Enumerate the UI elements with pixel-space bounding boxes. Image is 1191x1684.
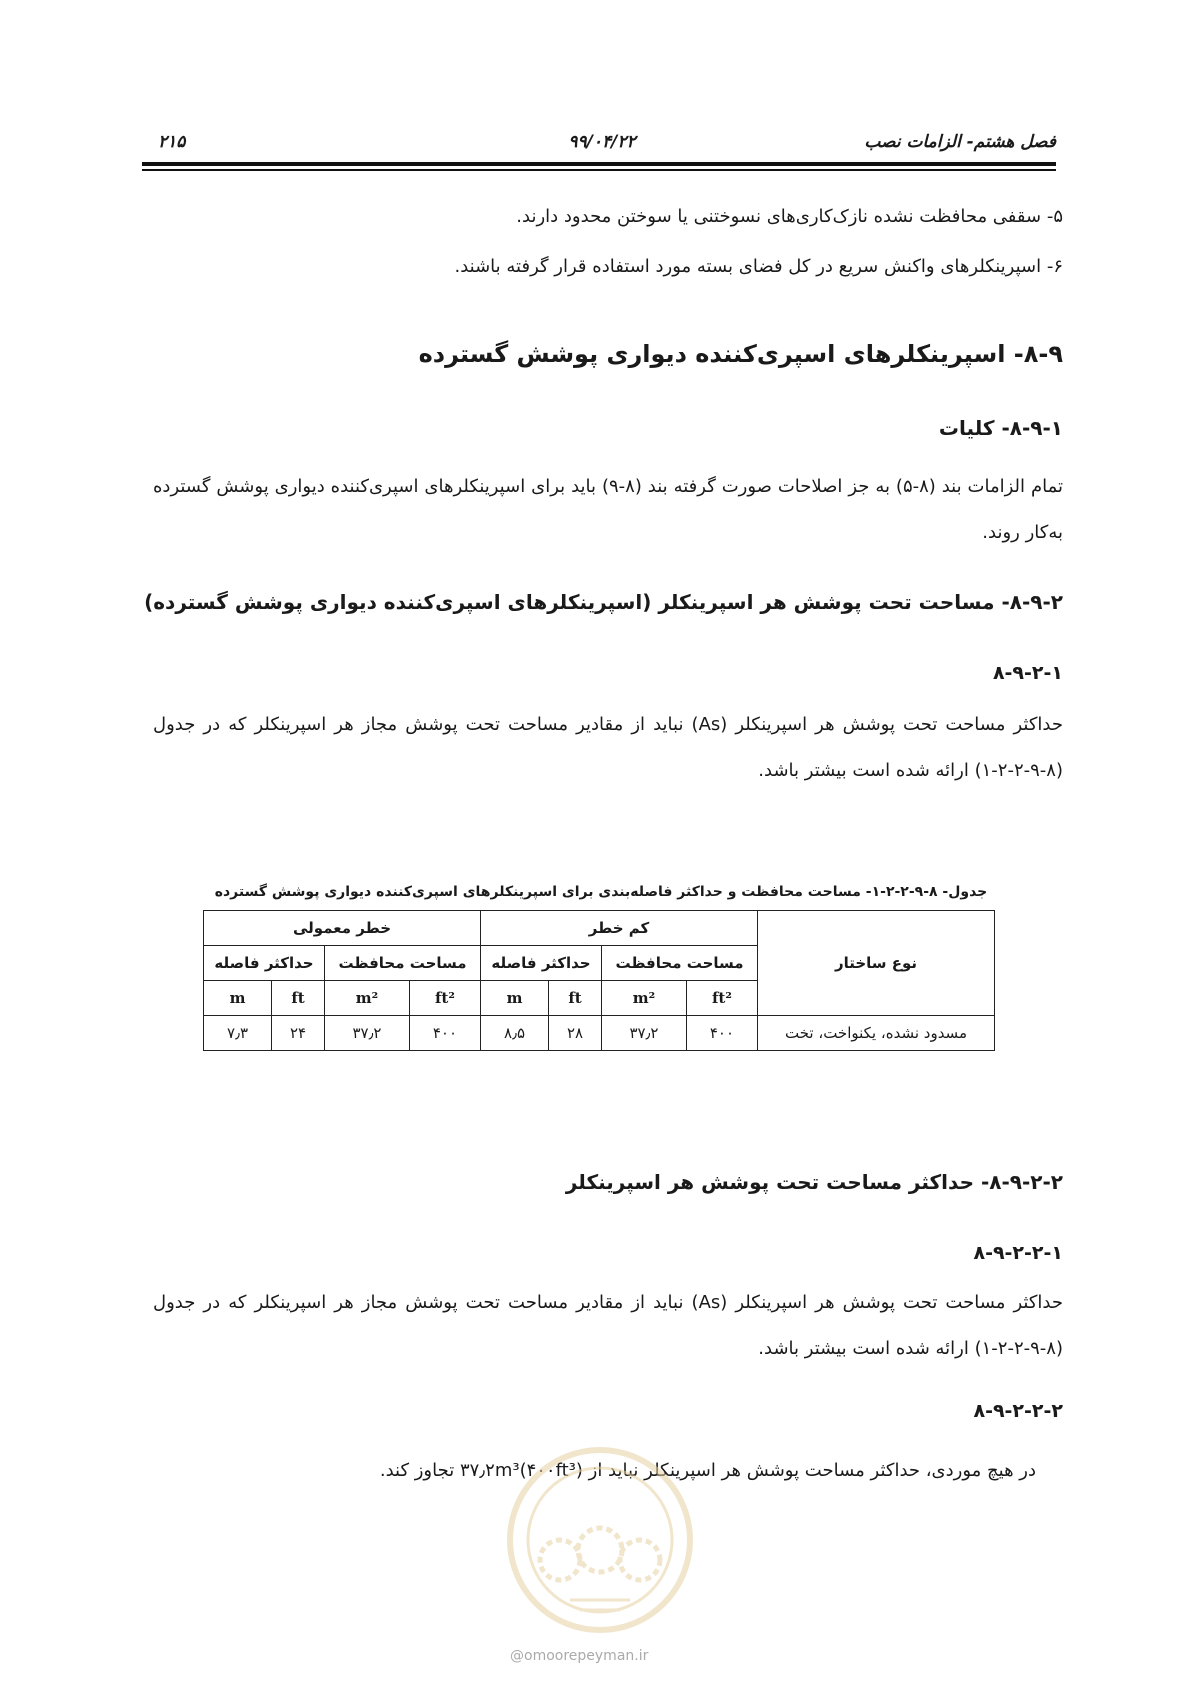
cell-ordinary-ft: ۲۴ [272, 1016, 325, 1051]
header-light-hazard: کم خطر [481, 911, 758, 946]
cell-light-m: ۸٫۵ [481, 1016, 549, 1051]
table-caption: جدول- ۸-۹-۲-۲-۱- مساحت محافظت و حداکثر فاصله‌بندی برای اسپرینکلرهای اسپری‌کننده دیواری پوشش گسترده [214, 884, 988, 900]
header-rule-thin [142, 169, 1056, 171]
cell-ordinary-m: ۷٫۳ [204, 1016, 272, 1051]
header-ordinary-hazard: خطر معمولی [204, 911, 481, 946]
cell-structure: مسدود نشده، یکنواخت، تخت [758, 1016, 995, 1051]
clause-number: ۸-۹-۲-۱ [992, 662, 1063, 684]
unit-ft2: ft² [409, 981, 480, 1016]
unit-m: m [481, 981, 549, 1016]
list-item: ۵- سقفی محافظت نشده نازک‌کاری‌های نسوختنی یا سوختن محدود دارند. [516, 206, 1063, 227]
header-max-spacing: حداکثر فاصله [204, 946, 325, 981]
watermark-seal-icon [500, 1440, 700, 1640]
clause-number: ۸-۹-۲-۲-۱ [973, 1242, 1063, 1264]
cell-light-ft2: ۴۰۰ [686, 1016, 757, 1051]
paragraph: حداکثر مساحت تحت پوشش هر اسپرینکلر (As) نباید از مقادیر مساحت تحت پوشش مجاز هر اسپرینکلر که در جدول (۸-۹-۲-۲-۱) ارائه شده است بیشتر باشد. [153, 1292, 1063, 1359]
unit-m2: m² [602, 981, 687, 1016]
coverage-table [203, 910, 995, 1051]
header-max-spacing: حداکثر فاصله [481, 946, 602, 981]
cell-light-m2: ۳۷٫۲ [602, 1016, 687, 1051]
header-protection-area: مساحت محافظت [602, 946, 758, 981]
cell-light-ft: ۲۸ [549, 1016, 602, 1051]
section-heading: ۸-۹- اسپرینکلرهای اسپری‌کننده دیواری پوشش گسترده [418, 340, 1063, 368]
unit-m: m [204, 981, 272, 1016]
watermark-site-text: @omoorepeyman.ir [510, 1648, 649, 1664]
cell-ordinary-m2: ۳۷٫۲ [325, 1016, 410, 1051]
paragraph: حداکثر مساحت تحت پوشش هر اسپرینکلر (As) نباید از مقادیر مساحت تحت پوشش مجاز هر اسپرینکلر که در جدول (۸-۹-۲-۲-۱) ارائه شده است بیشتر باشد. [153, 714, 1063, 781]
subsection-heading: ۸-۹-۲-۲- حداکثر مساحت تحت پوشش هر اسپرینکلر [565, 1170, 1063, 1194]
header-structure-type: نوع ساختار [758, 911, 995, 1016]
unit-ft: ft [549, 981, 602, 1016]
table-row [204, 1016, 995, 1051]
subsection-heading: ۸-۹-۱- کلیات [938, 416, 1063, 440]
paragraph: تمام الزامات بند (۸-۵) به جز اصلاحات صورت گرفته بند (۸-۹) باید برای اسپرینکلرهای اسپری‌کننده دیواری پوشش گسترده به‌کار روند. [153, 476, 1063, 543]
subsection-heading: ۸-۹-۲- مساحت تحت پوشش هر اسپرینکلر (اسپرینکلرهای اسپری‌کننده دیواری پوشش گسترده) [144, 590, 1063, 614]
unit-m2: m² [325, 981, 410, 1016]
unit-ft2: ft² [686, 981, 757, 1016]
list-item: ۶- اسپرینکلرهای واکنش سریع در کل فضای بسته مورد استفاده قرار گرفته باشند. [454, 256, 1063, 277]
header-date: ۹۹/۰۴/۲۲ [568, 132, 636, 152]
page-number: ۲۱۵ [158, 132, 186, 152]
paragraph: در هیچ موردی، حداکثر مساحت پوشش هر اسپرینکلر نباید از ۳۷٫۲m³(۴۰۰ft³) تجاوز کند. [379, 1460, 1036, 1481]
header-rule-thick [142, 162, 1056, 166]
page-header [148, 128, 1056, 158]
clause-number: ۸-۹-۲-۲-۲ [973, 1400, 1063, 1422]
header-protection-area: مساحت محافظت [325, 946, 481, 981]
cell-ordinary-ft2: ۴۰۰ [409, 1016, 480, 1051]
unit-ft: ft [272, 981, 325, 1016]
chapter-title: فصل هشتم- الزامات نصب [864, 132, 1056, 152]
